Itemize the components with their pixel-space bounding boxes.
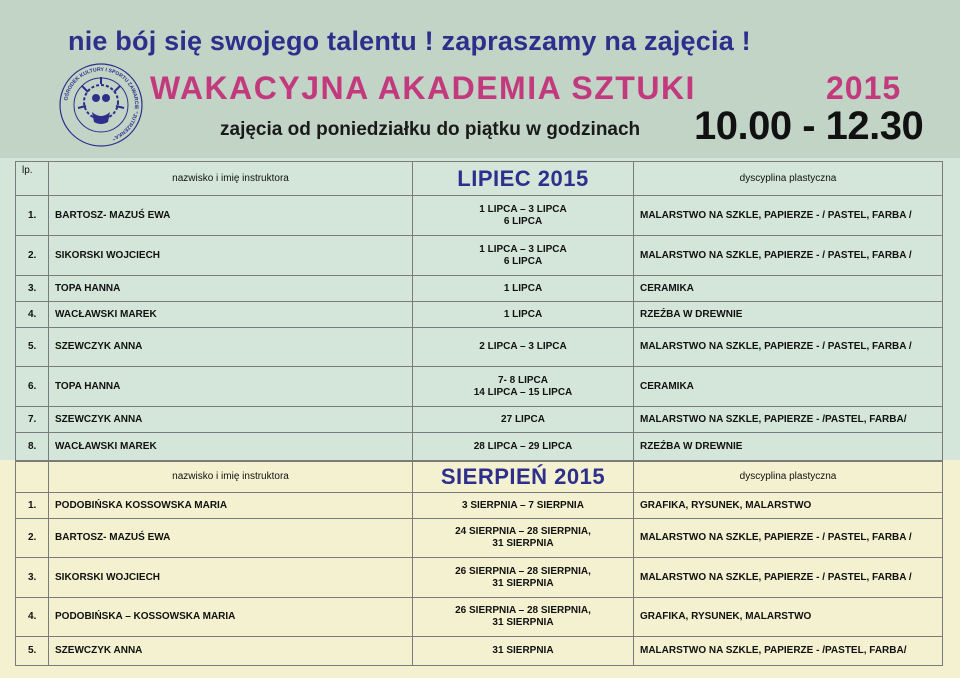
- month-heading: SIERPIEŃ 2015: [413, 462, 634, 493]
- class-dates: [413, 196, 634, 236]
- page-title: WAKACYJNA AKADEMIA SZTUKI: [150, 70, 696, 106]
- date-line: 14 LIPCA – 15 LIPCA: [473, 386, 573, 398]
- discipline: MALARSTWO NA SZKLE, PAPIERZE - / PASTEL, FARBA /: [634, 328, 943, 367]
- row-number: 8.: [16, 433, 49, 461]
- class-dates: [413, 519, 634, 558]
- instructor-name: SZEWCZYK ANNA: [49, 407, 413, 433]
- class-dates: [413, 558, 634, 598]
- table-row: [16, 558, 943, 598]
- row-number: 1.: [16, 196, 49, 236]
- date-line: 31 SIERPNIA: [492, 617, 554, 628]
- table-row: [16, 598, 943, 637]
- column-header-discipline: dyscyplina plastyczna: [634, 162, 943, 196]
- table-row: [16, 493, 943, 519]
- table-row: [16, 196, 943, 236]
- date-line: 26 SIERPNIA – 28 SIERPNIA,: [455, 605, 591, 616]
- row-number: 4.: [16, 302, 49, 328]
- tagline: nie bój się swojego talentu ! zapraszamy na zajęcia !: [68, 26, 751, 56]
- discipline: MALARSTWO NA SZKLE, PAPIERZE - /PASTEL, FARBA/: [634, 407, 943, 433]
- date-line: 1 LIPCA – 3 LIPCA: [479, 203, 567, 215]
- date-line: 2 LIPCA – 3 LIPCA: [479, 341, 567, 352]
- class-dates: [413, 493, 634, 519]
- discipline: CERAMIKA: [634, 367, 943, 407]
- date-line: 1 LIPCA: [503, 282, 543, 294]
- instructor-name: TOPA HANNA: [49, 367, 413, 407]
- class-dates: [413, 637, 634, 666]
- row-number: 6.: [16, 367, 49, 407]
- column-header-discipline: dyscyplina plastyczna: [634, 462, 943, 493]
- instructor-name: SIKORSKI WOJCIECH: [49, 236, 413, 276]
- column-header-instructor: nazwisko i imię instruktora: [49, 162, 413, 196]
- row-number: 2.: [16, 519, 49, 558]
- table-row: [16, 328, 943, 367]
- row-number: 5.: [16, 637, 49, 666]
- discipline: RZEŹBA W DREWNIE: [634, 433, 943, 461]
- instructor-name: BARTOSZ- MAZUŚ EWA: [49, 519, 413, 558]
- discipline: CERAMIKA: [634, 276, 943, 302]
- column-header-lp: lp.: [16, 162, 49, 196]
- instructor-name: PODOBIŃSKA – KOSSOWSKA MARIA: [49, 598, 413, 637]
- discipline: GRAFIKA, RYSUNEK, MALARSTWO: [634, 493, 943, 519]
- table-row: [16, 433, 943, 461]
- instructor-name: SIKORSKI WOJCIECH: [49, 558, 413, 598]
- date-line: 1 LIPCA – 3 LIPCA: [479, 243, 567, 255]
- instructor-name: SZEWCZYK ANNA: [49, 637, 413, 666]
- date-line: 26 SIERPNIA – 28 SIERPNIA,: [455, 565, 591, 577]
- discipline: MALARSTWO NA SZKLE, PAPIERZE - / PASTEL, FARBA /: [634, 558, 943, 598]
- month-heading: LIPIEC 2015: [413, 162, 634, 196]
- table-row: [16, 236, 943, 276]
- date-line: 31 SIERPNIA: [492, 577, 554, 589]
- cultural-center-logo: [58, 62, 144, 148]
- instructor-name: PODOBIŃSKA KOSSOWSKA MARIA: [49, 493, 413, 519]
- date-line: 6 LIPCA: [503, 255, 543, 267]
- date-line: 31 SIERPNIA: [492, 538, 554, 549]
- row-number: 3.: [16, 276, 49, 302]
- discipline: MALARSTWO NA SZKLE, PAPIERZE - / PASTEL, FARBA /: [634, 236, 943, 276]
- discipline: GRAFIKA, RYSUNEK, MALARSTWO: [634, 598, 943, 637]
- table-row: [16, 276, 943, 302]
- august-schedule-table: [15, 461, 943, 666]
- row-number: 5.: [16, 328, 49, 367]
- date-line: 3 SIERPNIA – 7 SIERPNIA: [462, 499, 584, 511]
- row-number: 2.: [16, 236, 49, 276]
- title-year: 2015: [826, 70, 902, 106]
- class-dates: [413, 276, 634, 302]
- date-line: 24 SIERPNIA – 28 SIERPNIA,: [455, 526, 591, 537]
- class-dates: [413, 328, 634, 367]
- instructor-name: WACŁAWSKI MAREK: [49, 302, 413, 328]
- instructor-name: WACŁAWSKI MAREK: [49, 433, 413, 461]
- date-line: 6 LIPCA: [503, 215, 543, 227]
- column-header-lp: [16, 462, 49, 493]
- discipline: MALARSTWO NA SZKLE, PAPIERZE - /PASTEL, FARBA/: [634, 637, 943, 666]
- table-row: [16, 367, 943, 407]
- class-dates: [413, 598, 634, 637]
- class-dates: [413, 433, 634, 461]
- date-line: 28 LIPCA – 29 LIPCA: [473, 440, 573, 452]
- row-number: 1.: [16, 493, 49, 519]
- date-line: 27 LIPCA: [501, 413, 545, 425]
- discipline: RZEŹBA W DREWNIE: [634, 302, 943, 328]
- class-dates: [413, 302, 634, 328]
- class-dates: [413, 367, 634, 407]
- table-row: [16, 407, 943, 433]
- hours-time: 10.00 - 12.30: [694, 104, 924, 148]
- class-dates: [413, 236, 634, 276]
- date-line: 31 SIERPNIA: [492, 645, 554, 656]
- class-dates: [413, 407, 634, 433]
- table-row: [16, 302, 943, 328]
- date-line: 1 LIPCA: [503, 308, 543, 320]
- column-header-instructor: nazwisko i imię instruktora: [49, 462, 413, 493]
- table-header-row: [16, 162, 943, 196]
- row-number: 3.: [16, 558, 49, 598]
- table-row: [16, 519, 943, 558]
- hours-description: zajęcia od poniedziałku do piątku w godzinach: [220, 119, 641, 140]
- july-schedule-table: [15, 161, 943, 461]
- discipline: MALARSTWO NA SZKLE, PAPIERZE - / PASTEL, FARBA /: [634, 196, 943, 236]
- table-header-row: [16, 462, 943, 493]
- table-row: [16, 637, 943, 666]
- row-number: 4.: [16, 598, 49, 637]
- instructor-name: TOPA HANNA: [49, 276, 413, 302]
- instructor-name: BARTOSZ- MAZUŚ EWA: [49, 196, 413, 236]
- discipline: MALARSTWO NA SZKLE, PAPIERZE - / PASTEL, FARBA /: [634, 519, 943, 558]
- logo-text: OŚRODEK KULTURY I SPORTU ZAWARCIE "JUTRZENKA": [63, 66, 140, 141]
- row-number: 7.: [16, 407, 49, 433]
- date-line: 7- 8 LIPCA: [497, 374, 548, 386]
- instructor-name: SZEWCZYK ANNA: [49, 328, 413, 367]
